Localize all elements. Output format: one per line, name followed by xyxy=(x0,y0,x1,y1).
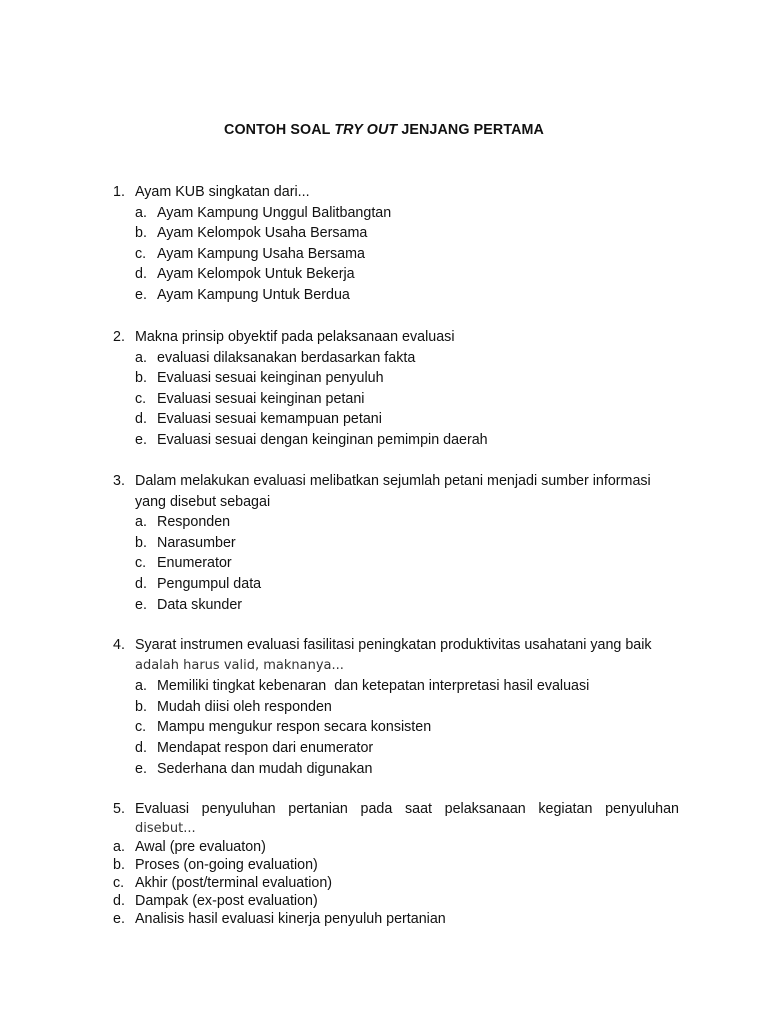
option-letter: a. xyxy=(113,838,125,855)
option-e xyxy=(135,285,679,306)
option-b xyxy=(135,697,679,718)
option-letter: b. xyxy=(135,225,147,242)
option-text: Ayam Kampung Untuk Berdua xyxy=(157,286,350,303)
option-letter: c. xyxy=(113,874,125,891)
question-text-line-1: Dalam melakukan evaluasi melibatkan sejumlah petani menjadi sumber informasi xyxy=(135,473,651,489)
option-c xyxy=(113,874,679,892)
option-b xyxy=(135,533,679,554)
option-a xyxy=(113,838,679,856)
option-d xyxy=(113,892,679,910)
option-letter: d. xyxy=(135,739,147,756)
option-letter: e. xyxy=(113,910,125,927)
option-d xyxy=(135,738,679,759)
title-part-1: CONTOH SOAL xyxy=(224,122,335,138)
option-a xyxy=(135,676,679,697)
option-a xyxy=(135,348,679,369)
question-stem xyxy=(113,799,679,838)
title-emphasis: TRY OUT xyxy=(334,122,398,138)
option-text: Mendapat respon dari enumerator xyxy=(157,739,374,756)
question-stem xyxy=(113,471,679,512)
option-letter: a. xyxy=(135,204,147,221)
page-title xyxy=(0,122,768,138)
option-text: Memiliki tingkat kebenaran dan ketepatan interpretasi hasil evaluasi xyxy=(157,678,590,695)
option-list xyxy=(113,838,679,928)
option-text: Akhir (post/terminal evaluation) xyxy=(135,874,333,891)
option-text: Ayam Kelompok Usaha Bersama xyxy=(157,225,368,242)
option-letter: c. xyxy=(135,245,147,262)
option-letter: b. xyxy=(113,856,125,873)
option-c xyxy=(135,553,679,574)
title-part-2: JENJANG PERTAMA xyxy=(397,122,544,138)
option-letter: d. xyxy=(135,411,147,428)
option-letter: d. xyxy=(135,575,147,592)
question-stem xyxy=(113,327,679,348)
option-text: Pengumpul data xyxy=(157,575,262,592)
option-text: Responden xyxy=(157,514,231,531)
question-text: Ayam KUB singkatan dari... xyxy=(135,184,310,200)
option-list xyxy=(113,348,679,451)
option-letter: d. xyxy=(135,266,147,283)
option-a xyxy=(135,203,679,224)
option-b xyxy=(135,368,679,389)
question-stem xyxy=(113,182,679,203)
option-letter: a. xyxy=(135,678,147,695)
option-text: Proses (on-going evaluation) xyxy=(135,856,318,873)
option-letter: c. xyxy=(135,390,147,407)
question-number: 5. xyxy=(113,801,125,817)
option-text: Mampu mengukur respon secara konsisten xyxy=(157,719,432,736)
option-text: Dampak (ex-post evaluation) xyxy=(135,892,318,909)
option-text: Analisis hasil evaluasi kinerja penyuluh pertanian xyxy=(135,910,446,927)
option-text: Evaluasi sesuai dengan keinginan pemimpin daerah xyxy=(157,431,488,448)
option-c xyxy=(135,717,679,738)
option-e xyxy=(135,759,679,780)
question-number: 4. xyxy=(113,637,125,653)
option-letter: e. xyxy=(135,596,147,613)
question-text: Makna prinsip obyektif pada pelaksanaan evaluasi xyxy=(135,329,455,345)
option-letter: a. xyxy=(135,349,147,366)
option-b xyxy=(113,856,679,874)
option-letter: b. xyxy=(135,534,147,551)
question-text-line-1: Syarat instrumen evaluasi fasilitasi peningkatan produktivitas usahatani yang baik xyxy=(135,637,652,653)
option-list xyxy=(113,203,679,306)
option-text: Narasumber xyxy=(157,534,236,551)
question-4 xyxy=(113,635,679,779)
question-text-line-2: adalah harus valid, maknanya... xyxy=(135,657,344,673)
option-text: Mudah diisi oleh responden xyxy=(157,698,332,715)
option-letter: b. xyxy=(135,370,147,387)
option-text: Evaluasi sesuai keinginan penyuluh xyxy=(157,370,384,387)
question-number: 2. xyxy=(113,329,125,345)
option-a xyxy=(135,512,679,533)
question-1 xyxy=(113,182,679,306)
option-text: Evaluasi sesuai keinginan petani xyxy=(157,390,365,407)
option-d xyxy=(135,264,679,285)
question-text-line-1: Evaluasi penyuluhan pertanian pada saat pelaksanaan kegiatan penyuluhan xyxy=(135,801,679,817)
option-text: Sederhana dan mudah digunakan xyxy=(157,760,373,777)
option-c xyxy=(135,389,679,410)
question-text-line-2: disebut... xyxy=(135,820,196,836)
option-b xyxy=(135,223,679,244)
option-e xyxy=(135,595,679,616)
option-c xyxy=(135,244,679,265)
option-text: Ayam Kelompok Untuk Bekerja xyxy=(157,266,355,283)
option-e xyxy=(113,910,679,928)
option-d xyxy=(135,409,679,430)
option-letter: a. xyxy=(135,514,147,531)
option-list xyxy=(113,676,679,779)
question-stem xyxy=(113,635,679,676)
question-number: 3. xyxy=(113,473,125,489)
question-number: 1. xyxy=(113,184,125,200)
question-3 xyxy=(113,471,679,615)
option-text: Ayam Kampung Usaha Bersama xyxy=(157,245,365,262)
option-letter: e. xyxy=(135,431,147,448)
option-text: Enumerator xyxy=(157,555,232,572)
option-letter: b. xyxy=(135,698,147,715)
question-2 xyxy=(113,327,679,451)
option-text: evaluasi dilaksanakan berdasarkan fakta xyxy=(157,349,416,366)
option-letter: c. xyxy=(135,719,147,736)
option-e xyxy=(135,430,679,451)
question-5 xyxy=(113,799,679,928)
option-letter: d. xyxy=(113,892,125,909)
option-list xyxy=(113,512,679,615)
option-text: Ayam Kampung Unggul Balitbangtan xyxy=(157,204,392,221)
option-letter: e. xyxy=(135,286,147,303)
question-text-line-2: yang disebut sebagai xyxy=(135,493,271,510)
option-d xyxy=(135,574,679,595)
option-text: Evaluasi sesuai kemampuan petani xyxy=(157,411,382,428)
option-letter: e. xyxy=(135,760,147,777)
option-text: Awal (pre evaluaton) xyxy=(135,838,266,855)
option-text: Data skunder xyxy=(157,596,243,613)
option-letter: c. xyxy=(135,555,147,572)
